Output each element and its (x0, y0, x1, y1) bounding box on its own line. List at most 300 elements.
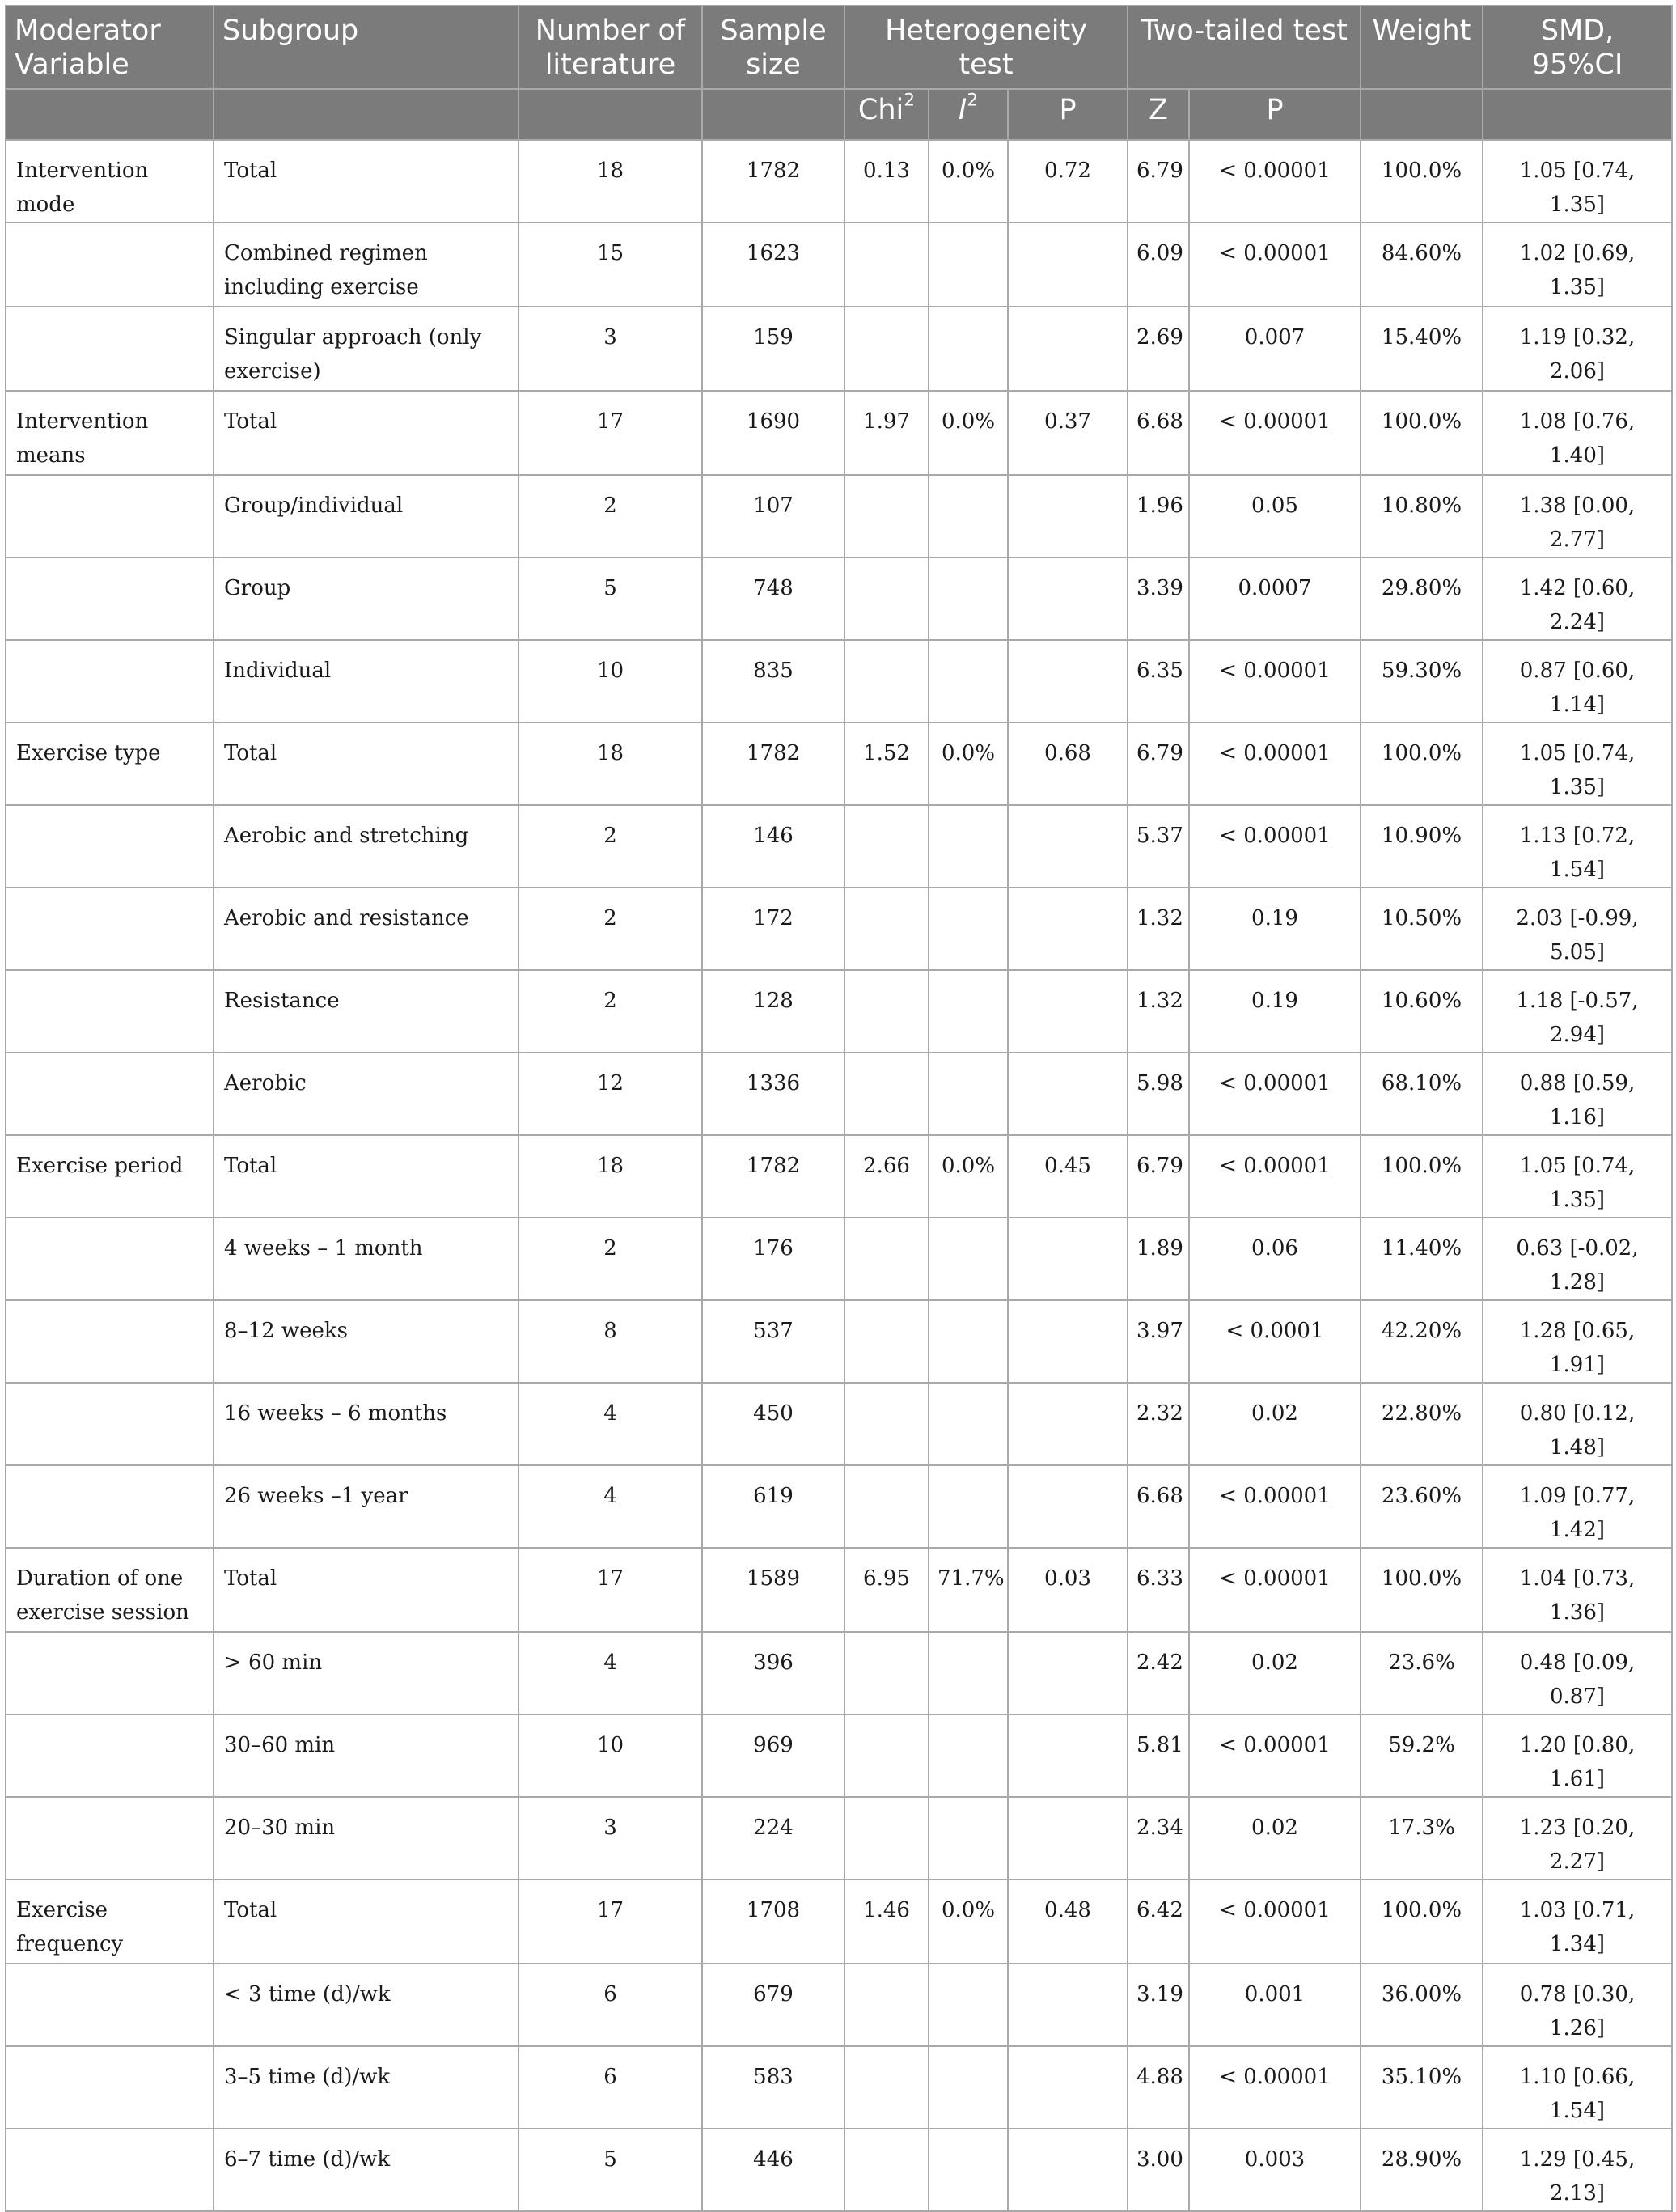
subheader-blank (518, 89, 702, 140)
p-heterogeneity-cell (1008, 1218, 1128, 1300)
i2-cell: 0.0% (929, 1879, 1008, 1964)
i2-cell (929, 2129, 1008, 2211)
chi2-cell (844, 557, 929, 640)
number-of-literature-cell: 17 (518, 1879, 702, 1964)
sample-size-cell: 1782 (702, 140, 844, 222)
p-heterogeneity-cell: 0.03 (1008, 1548, 1128, 1632)
number-of-literature-cell: 5 (518, 557, 702, 640)
number-of-literature-cell: 15 (518, 222, 702, 307)
moderator-cell (6, 557, 214, 640)
z-cell: 1.96 (1128, 475, 1189, 557)
p-heterogeneity-cell (1008, 805, 1128, 888)
z-cell: 6.79 (1128, 1135, 1189, 1218)
sample-size-cell: 446 (702, 2129, 844, 2211)
table-row (6, 307, 1672, 391)
table-row (6, 1300, 1672, 1383)
number-of-literature-cell: 8 (518, 1300, 702, 1383)
weight-cell: 10.90% (1361, 805, 1483, 888)
sample-size-cell: 396 (702, 1632, 844, 1714)
number-of-literature-cell: 2 (518, 970, 702, 1053)
sample-size-cell: 128 (702, 970, 844, 1053)
i2-cell: 0.0% (929, 391, 1008, 475)
z-cell: 6.09 (1128, 222, 1189, 307)
p-two-tailed-cell: < 0.00001 (1189, 640, 1361, 723)
subheader-blank (214, 89, 518, 140)
weight-cell: 23.60% (1361, 1465, 1483, 1548)
moderator-cell: Exercise period (6, 1135, 214, 1218)
p-heterogeneity-cell: 0.48 (1008, 1879, 1128, 1964)
i2-cell (929, 888, 1008, 970)
z-cell: 6.35 (1128, 640, 1189, 723)
sample-size-cell: 1336 (702, 1053, 844, 1135)
number-of-literature-cell: 3 (518, 307, 702, 391)
p-two-tailed-cell: 0.003 (1189, 2129, 1361, 2211)
number-of-literature-cell: 18 (518, 1135, 702, 1218)
weight-cell: 59.2% (1361, 1714, 1483, 1797)
subheader-p-two-tailed: P (1189, 89, 1361, 140)
subgroup-cell: Resistance (214, 970, 518, 1053)
smd-95ci-cell: 1.20 [0.80, 1.61] (1483, 1714, 1672, 1797)
p-two-tailed-cell: < 0.0001 (1189, 1300, 1361, 1383)
subgroup-cell: 4 weeks – 1 month (214, 1218, 518, 1300)
p-two-tailed-cell: 0.0007 (1189, 557, 1361, 640)
table-row (6, 640, 1672, 723)
col-smd-95ci: SMD, 95%CI (1483, 6, 1672, 89)
smd-95ci-cell: 1.05 [0.74, 1.35] (1483, 723, 1672, 805)
table-row (6, 557, 1672, 640)
sample-size-cell: 1708 (702, 1879, 844, 1964)
subheader-i2: $I^2$ (929, 89, 1008, 140)
weight-cell: 17.3% (1361, 1797, 1483, 1879)
smd-95ci-cell: 1.02 [0.69, 1.35] (1483, 222, 1672, 307)
table-row (6, 888, 1672, 970)
moderator-cell (6, 805, 214, 888)
number-of-literature-cell: 4 (518, 1632, 702, 1714)
smd-95ci-cell: 0.78 [0.30, 1.26] (1483, 1964, 1672, 2046)
sample-size-cell: 1589 (702, 1548, 844, 1632)
p-heterogeneity-cell (1008, 1964, 1128, 2046)
table-body (6, 140, 1672, 2211)
number-of-literature-cell: 6 (518, 2046, 702, 2129)
z-cell: 1.32 (1128, 888, 1189, 970)
sample-size-cell: 1623 (702, 222, 844, 307)
moderator-cell: Intervention mode (6, 140, 214, 222)
p-heterogeneity-cell: 0.37 (1008, 391, 1128, 475)
moderator-cell (6, 1797, 214, 1879)
i2-cell: 0.0% (929, 140, 1008, 222)
i2-cell (929, 970, 1008, 1053)
moderator-cell (6, 307, 214, 391)
subgroup-cell: Total (214, 391, 518, 475)
i2-cell (929, 1300, 1008, 1383)
weight-cell: 36.00% (1361, 1964, 1483, 2046)
subgroup-cell: Group (214, 557, 518, 640)
weight-cell: 10.80% (1361, 475, 1483, 557)
p-two-tailed-cell: 0.007 (1189, 307, 1361, 391)
z-cell: 3.00 (1128, 2129, 1189, 2211)
number-of-literature-cell: 10 (518, 1714, 702, 1797)
i2-cell (929, 1964, 1008, 2046)
moderator-cell: Duration of one exercise session (6, 1548, 214, 1632)
col-two-tailed-test: Two-tailed test (1128, 6, 1361, 89)
z-cell: 6.42 (1128, 1879, 1189, 1964)
chi2-cell (844, 2129, 929, 2211)
z-cell: 2.42 (1128, 1632, 1189, 1714)
weight-cell: 100.0% (1361, 1135, 1483, 1218)
smd-95ci-cell: 2.03 [-0.99, 5.05] (1483, 888, 1672, 970)
table-row (6, 723, 1672, 805)
p-heterogeneity-cell (1008, 2046, 1128, 2129)
sample-size-cell: 146 (702, 805, 844, 888)
sample-size-cell: 583 (702, 2046, 844, 2129)
z-cell: 4.88 (1128, 2046, 1189, 2129)
p-heterogeneity-cell (1008, 1465, 1128, 1548)
sample-size-cell: 1782 (702, 1135, 844, 1218)
z-cell: 6.68 (1128, 1465, 1189, 1548)
table-row (6, 2129, 1672, 2211)
p-heterogeneity-cell (1008, 475, 1128, 557)
subgroup-cell: Aerobic and resistance (214, 888, 518, 970)
moderator-cell (6, 475, 214, 557)
smd-95ci-cell: 0.80 [0.12, 1.48] (1483, 1383, 1672, 1465)
subgroup-cell: Aerobic and stretching (214, 805, 518, 888)
sample-size-cell: 1782 (702, 723, 844, 805)
moderator-cell (6, 2129, 214, 2211)
chi2-cell (844, 1465, 929, 1548)
sample-size-cell: 835 (702, 640, 844, 723)
i2-cell (929, 222, 1008, 307)
z-cell: 5.81 (1128, 1714, 1189, 1797)
p-two-tailed-cell: < 0.00001 (1189, 1053, 1361, 1135)
weight-cell: 100.0% (1361, 1879, 1483, 1964)
weight-cell: 10.50% (1361, 888, 1483, 970)
moderator-cell (6, 222, 214, 307)
smd-95ci-cell: 1.29 [0.45, 2.13] (1483, 2129, 1672, 2211)
weight-cell: 15.40% (1361, 307, 1483, 391)
subgroup-cell: Singular approach (only exercise) (214, 307, 518, 391)
subheader-p-heterogeneity: P (1008, 89, 1128, 140)
col-subgroup: Subgroup (214, 6, 518, 89)
chi2-cell (844, 1964, 929, 2046)
moderator-cell (6, 1300, 214, 1383)
table-row (6, 1053, 1672, 1135)
sample-size-cell: 224 (702, 1797, 844, 1879)
sample-size-cell: 748 (702, 557, 844, 640)
smd-95ci-cell: 1.10 [0.66, 1.54] (1483, 2046, 1672, 2129)
subgroup-cell: 16 weeks – 6 months (214, 1383, 518, 1465)
sample-size-cell: 619 (702, 1465, 844, 1548)
i2-cell: 71.7% (929, 1548, 1008, 1632)
p-two-tailed-cell: 0.001 (1189, 1964, 1361, 2046)
chi2-cell (844, 1053, 929, 1135)
smd-95ci-cell: 1.19 [0.32, 2.06] (1483, 307, 1672, 391)
p-two-tailed-cell: 0.02 (1189, 1632, 1361, 1714)
subgroup-cell: 3–5 time (d)/wk (214, 2046, 518, 2129)
i2-cell (929, 1714, 1008, 1797)
chi2-cell (844, 1632, 929, 1714)
sample-size-cell: 159 (702, 307, 844, 391)
subgroup-analysis-table (5, 5, 1673, 2212)
z-cell: 2.32 (1128, 1383, 1189, 1465)
chi2-cell (844, 475, 929, 557)
smd-95ci-cell: 0.88 [0.59, 1.16] (1483, 1053, 1672, 1135)
subgroup-cell: > 60 min (214, 1632, 518, 1714)
subgroup-cell: 26 weeks –1 year (214, 1465, 518, 1548)
weight-cell: 100.0% (1361, 723, 1483, 805)
number-of-literature-cell: 2 (518, 475, 702, 557)
smd-95ci-cell: 1.05 [0.74, 1.35] (1483, 140, 1672, 222)
i2-cell (929, 1383, 1008, 1465)
i2-cell (929, 1053, 1008, 1135)
subheader-chi2: Chi$^2$ (844, 89, 929, 140)
weight-cell: 100.0% (1361, 391, 1483, 475)
i2-cell (929, 805, 1008, 888)
sample-size-cell: 172 (702, 888, 844, 970)
sample-size-cell: 176 (702, 1218, 844, 1300)
i2-cell: 0.0% (929, 723, 1008, 805)
subgroup-cell: Total (214, 1548, 518, 1632)
number-of-literature-cell: 6 (518, 1964, 702, 2046)
moderator-cell (6, 888, 214, 970)
smd-95ci-cell: 0.87 [0.60, 1.14] (1483, 640, 1672, 723)
subgroup-cell: Total (214, 723, 518, 805)
moderator-cell: Exercise type (6, 723, 214, 805)
subgroup-cell: 30–60 min (214, 1714, 518, 1797)
sample-size-cell: 1690 (702, 391, 844, 475)
weight-cell: 100.0% (1361, 1548, 1483, 1632)
moderator-cell (6, 1632, 214, 1714)
smd-95ci-cell: 1.03 [0.71, 1.34] (1483, 1879, 1672, 1964)
table-row (6, 1548, 1672, 1632)
weight-cell: 42.20% (1361, 1300, 1483, 1383)
table-row (6, 475, 1672, 557)
subgroup-cell: Total (214, 1135, 518, 1218)
p-heterogeneity-cell (1008, 888, 1128, 970)
p-two-tailed-cell: < 0.00001 (1189, 2046, 1361, 2129)
smd-95ci-cell: 1.38 [0.00, 2.77] (1483, 475, 1672, 557)
p-heterogeneity-cell: 0.68 (1008, 723, 1128, 805)
table-row (6, 391, 1672, 475)
smd-95ci-cell: 1.28 [0.65, 1.91] (1483, 1300, 1672, 1383)
moderator-cell (6, 1714, 214, 1797)
subgroup-cell: Aerobic (214, 1053, 518, 1135)
number-of-literature-cell: 5 (518, 2129, 702, 2211)
table-header (6, 6, 1672, 140)
i2-cell (929, 557, 1008, 640)
chi2-cell: 0.13 (844, 140, 929, 222)
weight-cell: 22.80% (1361, 1383, 1483, 1465)
z-cell: 1.89 (1128, 1218, 1189, 1300)
subheader-blank (6, 89, 214, 140)
p-heterogeneity-cell (1008, 970, 1128, 1053)
z-cell: 6.33 (1128, 1548, 1189, 1632)
number-of-literature-cell: 18 (518, 723, 702, 805)
chi2-cell: 1.46 (844, 1879, 929, 1964)
weight-cell: 68.10% (1361, 1053, 1483, 1135)
p-two-tailed-cell: < 0.00001 (1189, 723, 1361, 805)
p-heterogeneity-cell (1008, 222, 1128, 307)
p-heterogeneity-cell (1008, 1632, 1128, 1714)
sample-size-cell: 107 (702, 475, 844, 557)
table-row (6, 970, 1672, 1053)
table-row (6, 1797, 1672, 1879)
weight-cell: 100.0% (1361, 140, 1483, 222)
number-of-literature-cell: 2 (518, 888, 702, 970)
i2-cell (929, 1218, 1008, 1300)
number-of-literature-cell: 17 (518, 391, 702, 475)
chi2-cell: 6.95 (844, 1548, 929, 1632)
i2-cell (929, 2046, 1008, 2129)
p-heterogeneity-cell (1008, 640, 1128, 723)
col-sample-size: Sample size (702, 6, 844, 89)
p-heterogeneity-cell (1008, 2129, 1128, 2211)
table-row (6, 1383, 1672, 1465)
chi2-cell (844, 307, 929, 391)
subgroup-cell: Combined regimen including exercise (214, 222, 518, 307)
moderator-cell: Intervention means (6, 391, 214, 475)
subheader-blank (1483, 89, 1672, 140)
subheader-blank (702, 89, 844, 140)
subgroup-cell: < 3 time (d)/wk (214, 1964, 518, 2046)
z-cell: 6.79 (1128, 723, 1189, 805)
smd-95ci-cell: 1.13 [0.72, 1.54] (1483, 805, 1672, 888)
z-cell: 3.19 (1128, 1964, 1189, 2046)
table-row (6, 1218, 1672, 1300)
p-heterogeneity-cell (1008, 1300, 1128, 1383)
table-row (6, 1879, 1672, 1964)
chi2-cell: 1.97 (844, 391, 929, 475)
chi2-cell: 2.66 (844, 1135, 929, 1218)
subgroup-cell: Total (214, 1879, 518, 1964)
chi2-cell (844, 805, 929, 888)
i2-cell: 0.0% (929, 1135, 1008, 1218)
p-two-tailed-cell: < 0.00001 (1189, 391, 1361, 475)
smd-95ci-cell: 1.42 [0.60, 2.24] (1483, 557, 1672, 640)
weight-cell: 35.10% (1361, 2046, 1483, 2129)
number-of-literature-cell: 18 (518, 140, 702, 222)
number-of-literature-cell: 3 (518, 1797, 702, 1879)
i2-cell (929, 475, 1008, 557)
z-cell: 2.69 (1128, 307, 1189, 391)
table-row (6, 1714, 1672, 1797)
number-of-literature-cell: 4 (518, 1383, 702, 1465)
p-heterogeneity-cell (1008, 557, 1128, 640)
p-heterogeneity-cell (1008, 1714, 1128, 1797)
z-cell: 1.32 (1128, 970, 1189, 1053)
weight-cell: 23.6% (1361, 1632, 1483, 1714)
table-row (6, 222, 1672, 307)
p-two-tailed-cell: 0.19 (1189, 970, 1361, 1053)
chi2-cell (844, 1714, 929, 1797)
weight-cell: 59.30% (1361, 640, 1483, 723)
i2-cell (929, 640, 1008, 723)
chi2-cell (844, 970, 929, 1053)
col-weight: Weight (1361, 6, 1483, 89)
p-two-tailed-cell: < 0.00001 (1189, 1465, 1361, 1548)
weight-cell: 29.80% (1361, 557, 1483, 640)
smd-95ci-cell: 1.08 [0.76, 1.40] (1483, 391, 1672, 475)
chi2-cell (844, 222, 929, 307)
chi2-cell (844, 888, 929, 970)
smd-95ci-cell: 1.09 [0.77, 1.42] (1483, 1465, 1672, 1548)
subgroup-cell: 6–7 time (d)/wk (214, 2129, 518, 2211)
p-two-tailed-cell: < 0.00001 (1189, 1879, 1361, 1964)
sample-size-cell: 679 (702, 1964, 844, 2046)
sample-size-cell: 969 (702, 1714, 844, 1797)
z-cell: 2.34 (1128, 1797, 1189, 1879)
weight-cell: 11.40% (1361, 1218, 1483, 1300)
smd-95ci-cell: 1.04 [0.73, 1.36] (1483, 1548, 1672, 1632)
chi2-cell (844, 1797, 929, 1879)
smd-95ci-cell: 1.05 [0.74, 1.35] (1483, 1135, 1672, 1218)
moderator-cell (6, 1383, 214, 1465)
table-row (6, 805, 1672, 888)
moderator-cell (6, 1964, 214, 2046)
p-two-tailed-cell: < 0.00001 (1189, 222, 1361, 307)
weight-cell: 28.90% (1361, 2129, 1483, 2211)
p-heterogeneity-cell (1008, 1053, 1128, 1135)
p-heterogeneity-cell (1008, 1383, 1128, 1465)
subgroup-cell: Individual (214, 640, 518, 723)
z-cell: 5.98 (1128, 1053, 1189, 1135)
p-two-tailed-cell: < 0.00001 (1189, 140, 1361, 222)
number-of-literature-cell: 12 (518, 1053, 702, 1135)
subgroup-cell: 20–30 min (214, 1797, 518, 1879)
subheader-blank (1361, 89, 1483, 140)
moderator-cell (6, 640, 214, 723)
number-of-literature-cell: 2 (518, 805, 702, 888)
moderator-cell (6, 1465, 214, 1548)
table-row (6, 1135, 1672, 1218)
number-of-literature-cell: 4 (518, 1465, 702, 1548)
chi2-cell (844, 2046, 929, 2129)
smd-95ci-cell: 1.23 [0.20, 2.27] (1483, 1797, 1672, 1879)
smd-95ci-cell: 0.48 [0.09, 0.87] (1483, 1632, 1672, 1714)
table-row (6, 1964, 1672, 2046)
smd-95ci-cell: 0.63 [-0.02, 1.28] (1483, 1218, 1672, 1300)
col-moderator-variable: Moderator Variable (6, 6, 214, 89)
chi2-cell (844, 1218, 929, 1300)
p-two-tailed-cell: 0.02 (1189, 1383, 1361, 1465)
z-cell: 5.37 (1128, 805, 1189, 888)
table-row (6, 2046, 1672, 2129)
moderator-cell (6, 1053, 214, 1135)
chi2-cell (844, 1300, 929, 1383)
moderator-cell (6, 970, 214, 1053)
table-row (6, 140, 1672, 222)
p-two-tailed-cell: < 0.00001 (1189, 1135, 1361, 1218)
i2-cell (929, 1797, 1008, 1879)
number-of-literature-cell: 10 (518, 640, 702, 723)
p-two-tailed-cell: < 0.00001 (1189, 805, 1361, 888)
p-heterogeneity-cell: 0.45 (1008, 1135, 1128, 1218)
moderator-cell: Exercise frequency (6, 1879, 214, 1964)
sample-size-cell: 450 (702, 1383, 844, 1465)
table-row (6, 1632, 1672, 1714)
chi2-cell (844, 640, 929, 723)
moderator-cell (6, 1218, 214, 1300)
weight-cell: 10.60% (1361, 970, 1483, 1053)
p-two-tailed-cell: < 0.00001 (1189, 1714, 1361, 1797)
smd-95ci-cell: 1.18 [-0.57, 2.94] (1483, 970, 1672, 1053)
chi2-cell (844, 1383, 929, 1465)
weight-cell: 84.60% (1361, 222, 1483, 307)
moderator-cell (6, 2046, 214, 2129)
chi2-cell: 1.52 (844, 723, 929, 805)
z-cell: 3.39 (1128, 557, 1189, 640)
subheader-z: Z (1128, 89, 1189, 140)
p-heterogeneity-cell (1008, 1797, 1128, 1879)
